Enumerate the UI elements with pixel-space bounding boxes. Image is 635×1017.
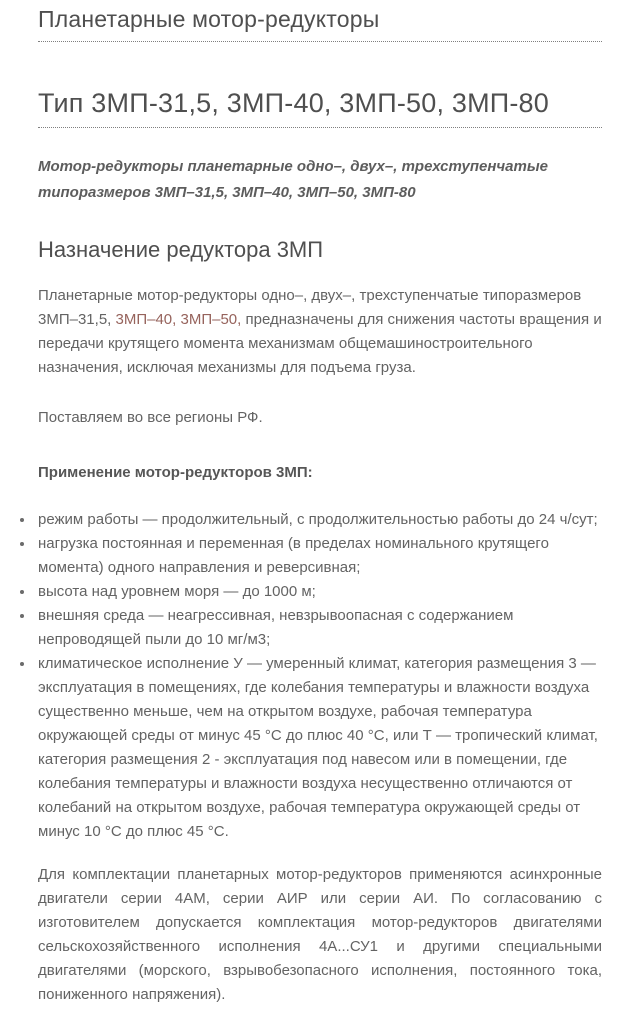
intro-paragraph bbox=[38, 284, 602, 380]
motors-paragraph: Для комплектации планетарных мотор-редукторов применяются асинхронные двигатели серии 4АМ, серии АИР или серии АИ. По согласованию с изготовителем допускается комплектация мотор-редукторов двигателями сельскохозяйственного исполнения 4А...СУ1 и другими специальными двигателями (морского, взрывобезопасного исполнения, постоянного тока, пониженного напряжения). bbox=[38, 866, 602, 1003]
list-item-climate: климатическое исполнение У — умеренный климат, категория размещения 3 — эксплуатация в помещениях, где колебания температуры и влажности воздуха существенно меньше, чем на открытом воздухе, рабочая температура окружающей среды от минус 45 °С до плюс 40 °С, или Т — тропический климат, категория размещения 2 - эксплуатация под навесом или в помещении, где колебания температуры и влажности воздуха несущественно отличаются от колебаний на открытом воздухе, рабочая температура окружающей среды от минус 10 °С до плюс 45 °С. bbox=[38, 652, 602, 844]
page-title: Планетарные мотор-редукторы bbox=[38, 6, 380, 32]
intro-text-after: предназначены для снижения частоты вращения и передачи крутящего момента механизмам общемашиностроительного назначения, исключая механизмы для подъема груза. bbox=[38, 311, 602, 376]
list-item-environment: внешняя среда — неагрессивная, невзрывоопасная с содержанием непроводящей пыли до 10 мг/м3; bbox=[38, 604, 602, 652]
list-item-load: нагрузка постоянная и переменная (в пределах номинального крутящего момента) одного направления и реверсивная; bbox=[38, 532, 602, 580]
intro-text-before: Планетарные мотор-редукторы одно–, двух–, трехступенчатые типоразмеров 3МП–31,5, bbox=[38, 287, 582, 328]
link-3mp-40[interactable]: 3МП–40, bbox=[115, 311, 177, 328]
divider-under-type-heading bbox=[38, 127, 602, 128]
application-conditions-list bbox=[38, 508, 602, 844]
type-heading: Тип 3МП-31,5, 3МП-40, 3МП-50, 3МП-80 bbox=[38, 88, 549, 118]
lead-summary: Мотор-редукторы планетарные одно–, двух–, трехступенчатые типоразмеров 3МП–31,5, 3МП–40, 3МП–50, 3МП-80 bbox=[38, 158, 548, 201]
application-heading: Применение мотор-редукторов 3МП: bbox=[38, 464, 313, 481]
section-heading-purpose: Назначение редуктора 3МП bbox=[38, 237, 324, 262]
list-item-duty-mode: режим работы — продолжительный, с продолжительностью работы до 24 ч/сут; bbox=[38, 508, 602, 532]
link-3mp-50[interactable]: 3МП–50, bbox=[180, 311, 242, 328]
list-item-altitude: высота над уровнем моря — до 1000 м; bbox=[38, 580, 602, 604]
supply-note: Поставляем во все регионы РФ. bbox=[38, 409, 263, 426]
